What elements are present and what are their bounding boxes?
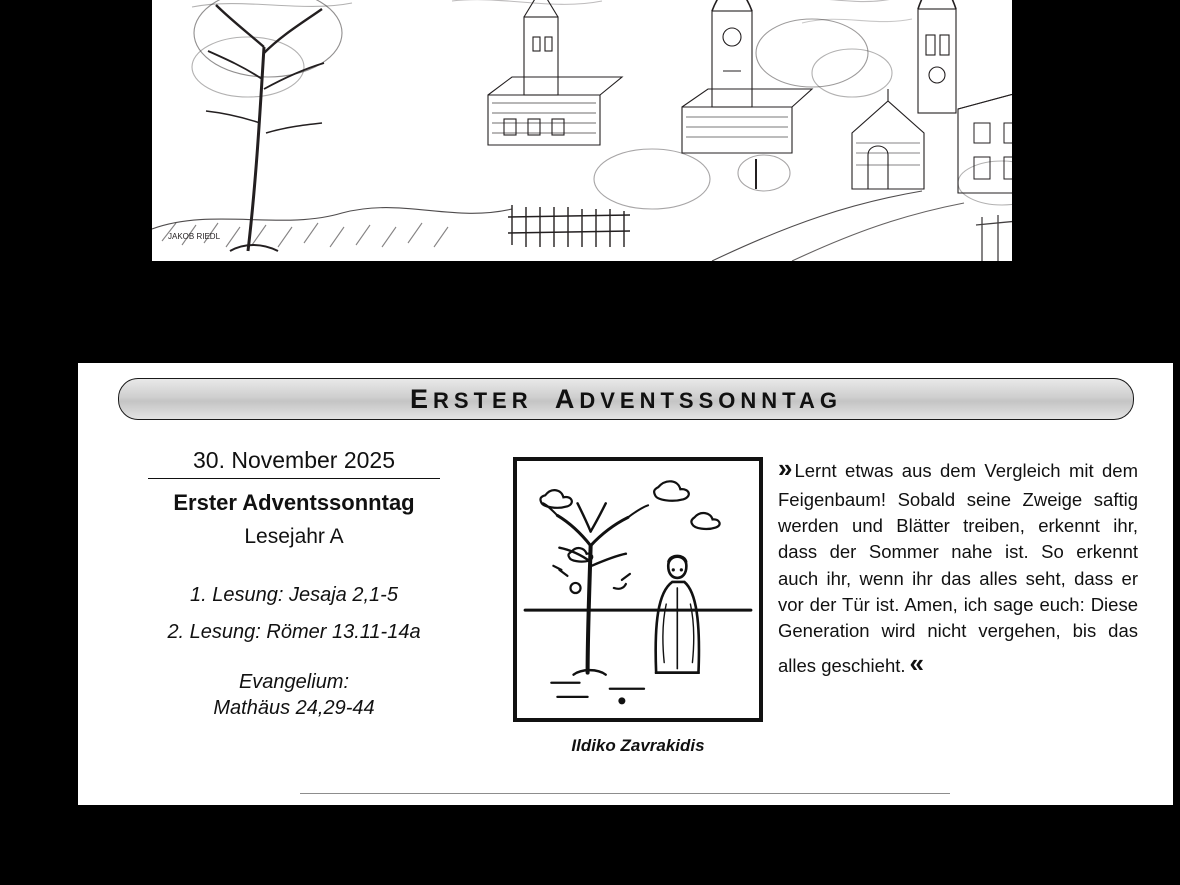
artwork-column [508,457,768,756]
reading-item-1: 1. Lesung: Jesaja 2,1-5 [190,584,398,606]
reading-item-2: 2. Lesung: Römer 13.11-14a [167,621,421,643]
artwork-frame [513,457,763,722]
reading-year: Lesejahr A [244,525,344,548]
tree-and-figure-drawing [517,461,759,718]
bulletin-page [78,363,1173,805]
sunday-name: Erster Adventssonntag [173,490,415,515]
village-illustration-drawing [152,0,1012,261]
quote-open-mark: » [778,453,791,483]
gospel-label: Evangelium: [238,671,350,693]
gospel-reference: Mathäus 24,29-44 [213,697,375,719]
banner-title-pill [118,378,1134,420]
illustration-signature: JAKOB RIEDL [168,232,221,241]
scripture-text: Lernt etwas aus dem Vergleich mit dem Feigenbaum! Sobald seine Zweige saftig werden und Blätter treiben, erkennt ihr, dass der Sommer nahe ist. So erkennt auch ihr, wenn ihr das alles seht, dass er vor der Tür ist. Amen, ich sage euch: Diese Generation wird nicht vergehen, bis das alles geschieht. [778,460,1138,676]
quote-close-mark: « [909,647,922,678]
village-illustration [152,0,1012,261]
gospel-block [124,669,464,721]
service-date: 30. November 2025 [148,447,440,479]
bulletin-body [78,435,1173,765]
readings-list [124,577,464,651]
artist-credit: Ildiko Zavrakidis [571,736,705,755]
scripture-column [778,450,1138,681]
service-details-column [124,447,464,721]
bottom-divider [300,793,950,794]
page-title: ERSTER ADVENTSSONNTAG [410,383,842,414]
